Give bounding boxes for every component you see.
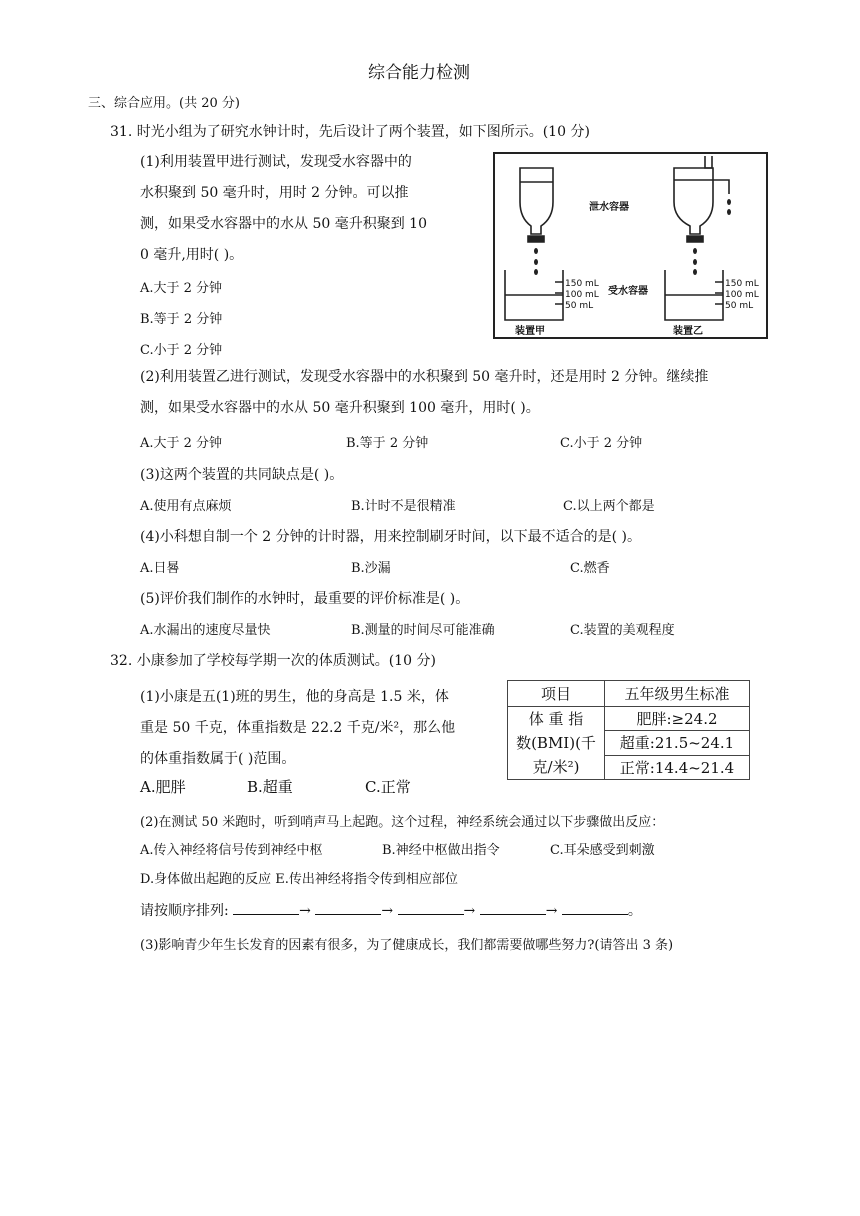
table-item-line: 数(BMI)(千 [516, 734, 596, 752]
q32-p2-options-de: D.身体做出起跑的反应 E.传出神经将指令传到相应部位 [140, 872, 458, 887]
q32-p2-option-a: A.传入神经将信号传到神经中枢 [140, 843, 323, 858]
q31-p1-option-b[interactable]: B.等于 2 分钟 [140, 312, 223, 327]
q32-p1-line: 的体重指数属于( )范围。 [140, 751, 296, 767]
receive-container-label: 受水容器 [608, 286, 648, 297]
table-item-line: 克/米²) [532, 758, 580, 776]
q31-p5-line: (5)评价我们制作的水钟时，最重要的评价标准是( )。 [140, 591, 470, 607]
mark-b-50: 50 mL [725, 301, 754, 311]
order-label: 请按顺序排列: [140, 903, 229, 919]
mark-b-100: 100 mL [725, 290, 759, 300]
q31-p1-line: 水积聚到 50 毫升时，用时 2 分钟。可以推 [140, 185, 409, 201]
table-item-cell [508, 707, 605, 780]
order-blank-4[interactable] [480, 900, 546, 915]
q31-part1 [140, 147, 427, 271]
q32-p1-line: 重是 50 千克，体重指数是 22.2 千克/米²，那么他 [140, 720, 456, 736]
mark-a-150: 150 mL [565, 279, 599, 289]
table-row-normal: 正常:14.4~21.4 [605, 755, 750, 779]
q31-p5-option-c[interactable]: C.装置的美观程度 [570, 623, 675, 638]
mark-b-150: 150 mL [725, 279, 759, 289]
q31-p3-line: (3)这两个装置的共同缺点是( )。 [140, 467, 344, 483]
q31-p4-option-b[interactable]: B.沙漏 [351, 561, 391, 576]
bmi-standard-table [507, 680, 750, 780]
water-clock-diagram [493, 152, 768, 339]
device-a-drops [534, 248, 538, 275]
q31-p2-line: (2)利用装置乙进行测试，发现受水容器中的水积聚到 50 毫升时，还是用时 2 分钟。继续推 [140, 369, 709, 385]
q31-p2-option-b[interactable]: B.等于 2 分钟 [346, 436, 429, 451]
q31-p1-option-a[interactable]: A.大于 2 分钟 [140, 281, 223, 296]
q31-p5-option-a[interactable]: A.水漏出的速度尽量快 [140, 623, 271, 638]
q32-p3-line: (3)影响青少年生长发育的因素有很多，为了健康成长，我们都需要做哪些努力?(请答出 3 条) [140, 938, 674, 953]
arrow-icon: → [299, 903, 311, 919]
order-blank-3[interactable] [398, 900, 464, 915]
q31-p1-line: (1)利用装置甲进行测试，发现受水容器中的 [140, 154, 412, 170]
order-blank-5[interactable] [562, 900, 628, 915]
table-item-line: 体 重 指 [528, 710, 584, 728]
device-b-label: 装置乙 [673, 326, 703, 337]
arrow-icon: → [381, 903, 394, 919]
q32-p1-option-a[interactable]: A.肥胖 [140, 778, 186, 796]
order-period: 。 [627, 903, 642, 919]
q31-p3-option-a[interactable]: A.使用有点麻烦 [140, 499, 232, 514]
q32-p2-line: (2)在测试 50 米跑时，听到哨声马上起跑。这个过程，神经系统会通过以下步骤做出反应： [140, 815, 665, 830]
device-a-label: 装置甲 [515, 326, 545, 337]
page-title: 综合能力检测 [368, 63, 470, 83]
q32-stem: 32. 小康参加了学校每学期一次的体质测试。(10 分) [110, 653, 436, 669]
arrow-icon: → [463, 903, 476, 919]
table-header-item: 项目 [508, 681, 605, 707]
q31-stem: 31. 时光小组为了研究水钟计时，先后设计了两个装置，如下图所示。(10 分) [110, 124, 590, 140]
drain-container-label: 泄水容器 [589, 202, 629, 213]
q32-part1 [140, 682, 455, 775]
q31-p2-line: 测，如果受水容器中的水从 50 毫升积聚到 100 毫升，用时( )。 [140, 400, 540, 416]
table-row-obese: 肥胖:≥24.2 [605, 707, 750, 731]
q31-p1-line: 测，如果受水容器中的水从 50 毫升积聚到 10 [140, 216, 427, 232]
q32-p1-line: (1)小康是五(1)班的男生，他的身高是 1.5 米，体 [140, 689, 449, 705]
q32-p2-option-b: B.神经中枢做出指令 [382, 843, 500, 858]
q32-p1-option-c[interactable]: C.正常 [365, 778, 411, 796]
q31-p3-option-c[interactable]: C.以上两个都是 [563, 499, 655, 514]
q31-p1-line: 0 毫升,用时( )。 [140, 247, 244, 263]
q31-p2-option-a[interactable]: A.大于 2 分钟 [140, 436, 223, 451]
q31-p4-option-c[interactable]: C.燃香 [570, 561, 610, 576]
mark-a-100: 100 mL [565, 290, 599, 300]
order-blank-2[interactable] [315, 900, 381, 915]
section-heading: 三、综合应用。(共 20 分) [88, 96, 240, 111]
q31-p2-option-c[interactable]: C.小于 2 分钟 [560, 436, 643, 451]
q31-p4-option-a[interactable]: A.日晷 [140, 561, 180, 576]
mark-a-50: 50 mL [565, 301, 594, 311]
q31-p3-option-b[interactable]: B.计时不是很精准 [351, 499, 456, 514]
table-row-overweight: 超重:21.5~24.1 [605, 731, 750, 755]
q32-p1-option-b[interactable]: B.超重 [247, 778, 293, 796]
q32-order-row [140, 900, 642, 920]
table-header-standard: 五年级男生标准 [605, 681, 750, 707]
arrow-icon: → [545, 903, 558, 919]
order-blank-1[interactable] [233, 900, 299, 915]
q31-part2 [140, 362, 708, 424]
q31-p4-line: (4)小科想自制一个 2 分钟的计时器，用来控制刷牙时间，以下最不适合的是( )。 [140, 529, 642, 545]
q31-p5-option-b[interactable]: B.测量的时间尽可能准确 [351, 623, 495, 638]
q31-p1-option-c[interactable]: C.小于 2 分钟 [140, 343, 223, 358]
q32-p2-option-c: C.耳朵感受到刺激 [550, 843, 655, 858]
